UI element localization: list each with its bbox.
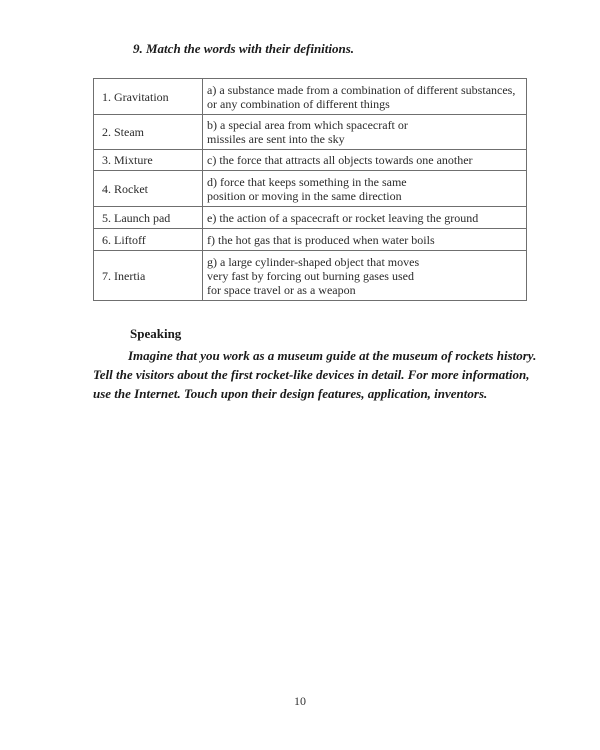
definition-line: b) a special area from which spacecraft or [207,118,408,132]
table-row [94,207,527,229]
speaking-task-line: use the Internet. Touch upon their design features, application, inventors. [93,386,488,401]
definition-cell [203,115,527,150]
definition-cell [203,79,527,115]
term-cell: 6. Liftoff [94,229,203,251]
speaking-task-line: Imagine that you work as a museum guide at the museum of rockets history. [128,348,537,363]
definition-line: very fast by forcing out burning gases used [207,268,414,283]
speaking-heading: Speaking [130,326,182,341]
table-row [94,79,527,115]
table-row [94,251,527,301]
definition-cell [203,171,527,207]
term-cell: 5. Launch pad [94,207,203,229]
definition-line: a) a substance made from a combination of different substances, [207,82,516,97]
matching-table [93,78,527,301]
term-cell: 4. Rocket [94,171,203,207]
table-row [94,115,527,150]
definition-cell [203,150,527,171]
table-row [94,229,527,251]
definition-cell [203,251,527,301]
page-number: 10 [294,694,306,708]
term-cell: 3. Mixture [94,150,203,171]
definition-line: c) the force that attracts all objects towards one another [207,153,473,167]
exercise-title: 9. Match the words with their definitions. [133,41,355,56]
definition-line: d) force that keeps something in the same [207,174,407,189]
definition-line: position or moving in the same direction [207,188,402,203]
term-cell: 1. Gravitation [94,79,203,115]
definition-line: f) the hot gas that is produced when water boils [207,232,435,247]
definition-line: missiles are sent into the sky [207,132,345,146]
speaking-task-line: Tell the visitors about the first rocket-like devices in detail. For more information, [93,367,530,382]
definition-cell [203,207,527,229]
term-cell: 7. Inertia [94,251,203,301]
definition-cell [203,229,527,251]
definition-line: g) a large cylinder-shaped object that moves [207,254,420,269]
term-cell: 2. Steam [94,115,203,150]
table-row [94,150,527,171]
definition-line: e) the action of a spacecraft or rocket leaving the ground [207,210,479,225]
definition-line: for space travel or as a weapon [207,282,356,297]
definition-line: or any combination of different things [207,96,390,111]
table-row [94,171,527,207]
speaking-task [93,346,537,403]
